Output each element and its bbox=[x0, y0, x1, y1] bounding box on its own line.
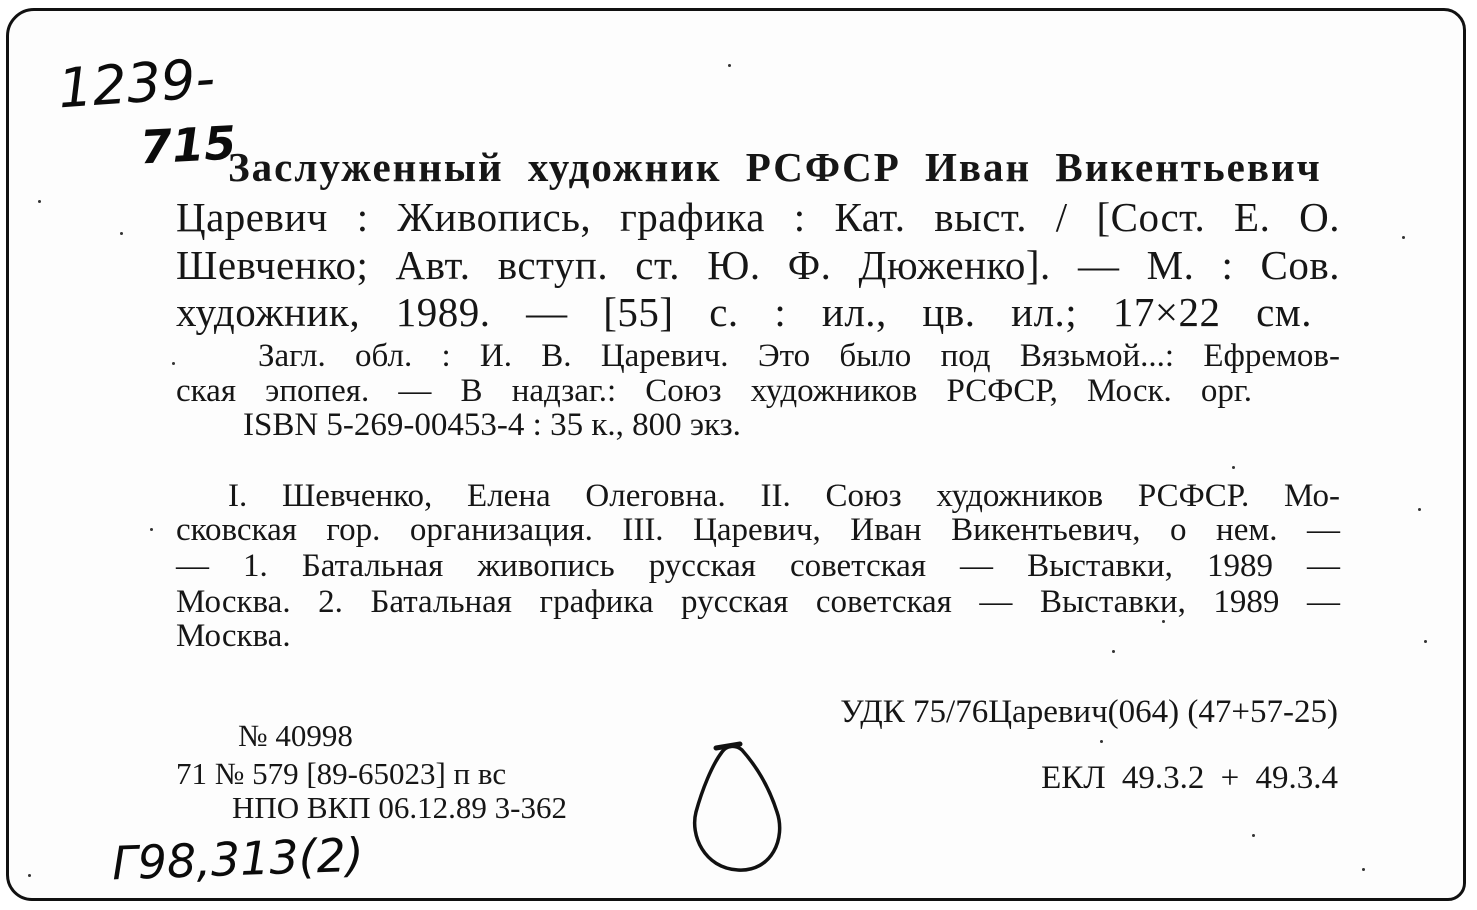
tracing-line-5: Москва. bbox=[176, 618, 291, 654]
call-number-sub-handwritten: 715 bbox=[138, 115, 238, 175]
note-line-1: Загл. обл. : И. В. Царевич. Это было под Вязьмой...: Ефремов- bbox=[258, 338, 1340, 374]
dust-speck bbox=[1232, 466, 1235, 469]
call-number-handwritten: 1239- bbox=[55, 46, 217, 121]
udk-code: УДК 75/76Царевич(064) (47+57-25) bbox=[840, 694, 1338, 730]
dust-speck bbox=[120, 232, 123, 235]
bottom-note-handwritten: Г98,313(2) bbox=[111, 827, 365, 891]
dust-speck bbox=[172, 362, 175, 365]
dust-speck bbox=[1162, 620, 1165, 623]
ekl-code: ЕКЛ 49.3.2 + 49.3.4 bbox=[1041, 760, 1338, 796]
entry-line-3: Шевченко; Авт. вступ. ст. Ю. Ф. Дюженко]. — М. : Сов. bbox=[176, 242, 1340, 288]
entry-line-4: художник, 1989. — [55] с. : ил., цв. ил.; 17×22 см. bbox=[176, 289, 1312, 335]
dust-speck bbox=[728, 64, 731, 67]
dust-speck bbox=[1252, 834, 1255, 837]
dust-speck bbox=[1402, 236, 1405, 239]
npo-line: НПО ВКП 06.12.89 3-362 bbox=[232, 790, 567, 825]
isbn-line: ISBN 5-269-00453-4 : 35 к., 800 экз. bbox=[243, 407, 741, 443]
tracing-line-3: — 1. Батальная живопись русская советская — Выставки, 1989 — bbox=[176, 548, 1340, 584]
entry-line-1: Заслуженный художник РСФСР Иван Викентьевич bbox=[228, 144, 1322, 190]
card-number: № 40998 bbox=[238, 718, 353, 753]
dust-speck bbox=[38, 200, 41, 203]
dust-speck bbox=[1112, 650, 1115, 653]
tracing-line-1: I. Шевченко, Елена Олеговна. II. Союз художников РСФСР. Мо- bbox=[228, 478, 1340, 514]
tracing-line-4: Москва. 2. Батальная графика русская советская — Выставки, 1989 — bbox=[176, 584, 1340, 620]
note-line-2: ская эпопея. — В надзаг.: Союз художников РСФСР, Моск. орг. bbox=[176, 373, 1252, 409]
dust-speck bbox=[1362, 868, 1365, 871]
order-line: 71 № 579 [89-65023] п вс bbox=[176, 756, 507, 791]
dust-speck bbox=[1418, 508, 1421, 511]
tracing-line-2: сковская гор. организация. III. Царевич, Иван Викентьевич, о нем. — bbox=[176, 512, 1340, 548]
dust-speck bbox=[28, 874, 31, 877]
dust-speck bbox=[150, 528, 153, 531]
entry-line-2: Царевич : Живопись, графика : Кат. выст. / [Сост. Е. О. bbox=[176, 194, 1340, 240]
dust-speck bbox=[1100, 740, 1103, 743]
dust-speck bbox=[1424, 640, 1427, 643]
